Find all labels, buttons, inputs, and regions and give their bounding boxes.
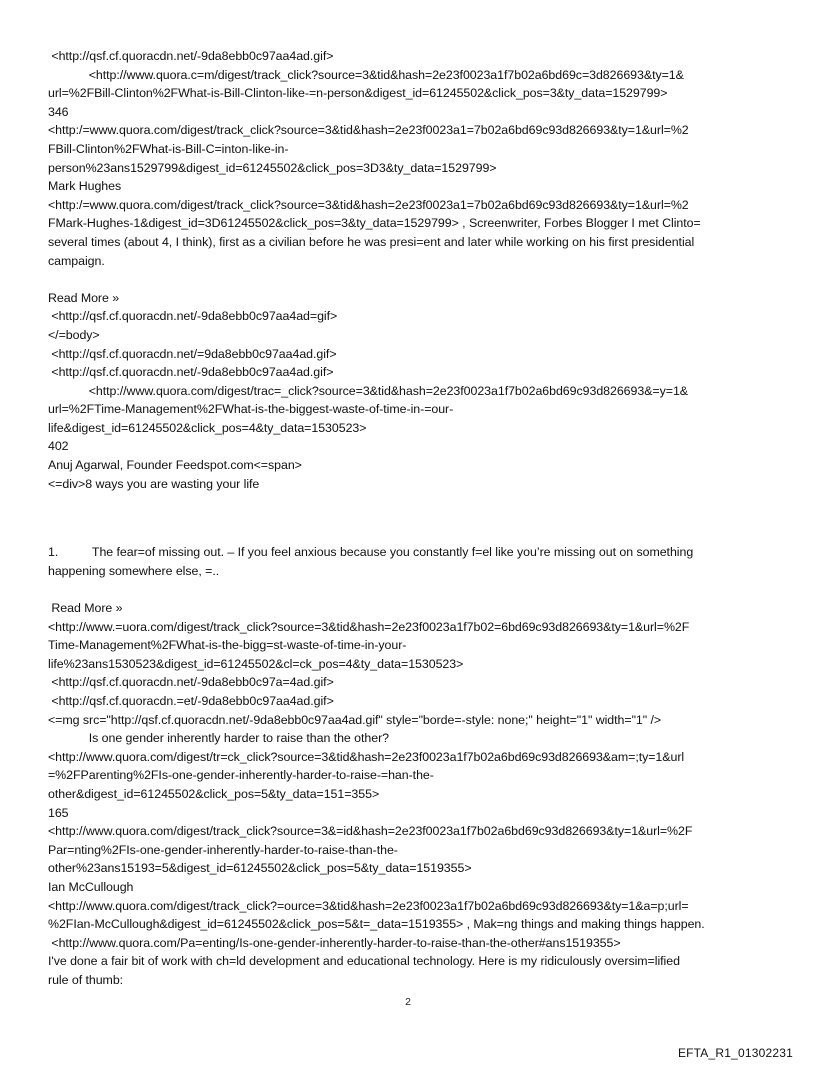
- text-line: url=%2FBill-Clinton%2FWhat-is-Bill-Clinton-like-=n-person&digest_id=61245502&click_pos=3&ty_data=1529799>: [48, 86, 668, 101]
- text-line: <http:/=www.quora.com/digest/track_click?source=3&tid&hash=2e23f0023a1=7b02a6bd69c93d826693&ty=1&url=%2: [48, 197, 689, 212]
- text-line: other%23ans15193=5&digest_id=61245502&click_pos=5&ty_data=1519355>: [48, 861, 472, 876]
- text-line: <http://qsf.cf.quoracdn.net/=9da8ebb0c97aa4ad.gif>: [48, 346, 337, 361]
- text-line: <http://qsf.cf.quoracdn.net/-9da8ebb0c97aa4ad.gif>: [48, 365, 334, 380]
- text-line: <http://qsf.cf.quoracdn.net/-9da8ebb0c97a=4ad.gif>: [48, 675, 334, 690]
- block-list-item-1: [48, 543, 778, 580]
- text-line: Is one gender inherently harder to raise than the other?: [48, 731, 389, 746]
- text-line: <=mg src="http://qsf.cf.quoracdn.net/-9da8ebb0c97aa4ad.gif" style="borde=-style: none;" height="1" width="1" />: [48, 712, 662, 727]
- text-line: happening somewhere else, =..: [48, 563, 220, 578]
- text-line: Read More »: [48, 601, 123, 616]
- text-line: <http://qsf.cf.quoracdn.=et/-9da8ebb0c97aa4ad.gif>: [48, 694, 334, 708]
- text-line: url=%2FTime-Management%2FWhat-is-the-biggest-waste-of-time-in-=our-: [48, 402, 454, 417]
- text-line: campaign.: [48, 253, 105, 268]
- text-line: Par=nting%2FIs-one-gender-inherently-harder-to-raise-than-the-: [48, 842, 398, 857]
- text-line: I've done a fair bit of work with ch=ld development and educational technology. Here is my ridiculously oversim=lified: [48, 954, 680, 969]
- text-line: 346: [48, 104, 69, 119]
- text-line: rule of thumb:: [48, 972, 124, 987]
- text-line: </=body>: [48, 327, 100, 342]
- block-time-management: [48, 289, 778, 494]
- text-line: <http://www.quora.com/digest/track_click?source=3&=id&hash=2e23f0023a1f7b02a6bd69c93d826693&ty=1&url=%2F: [48, 824, 693, 839]
- text-line: <http://qsf.cf.quoracdn.net/-9da8ebb0c97aa4ad=gif>: [48, 309, 338, 324]
- text-line: <http://www.=uora.com/digest/track_click?source=3&tid&hash=2e23f0023a1f7b02=6bd69c93d826693&ty=1&url=%2F: [48, 619, 690, 634]
- block-bill-clinton: [48, 47, 778, 270]
- text-line: <=div>8 ways you are wasting your life: [48, 476, 260, 491]
- text-line: <http://qsf.cf.quoracdn.net/-9da8ebb0c97aa4ad.gif>: [48, 49, 334, 63]
- text-line: Read More »: [48, 290, 120, 305]
- text-line: <http:/=www.quora.com/digest/track_click?source=3&tid&hash=2e23f0023a1=7b02a6bd69c93d826693&ty=1&url=%2: [48, 123, 689, 138]
- text-line: several times (about 4, I think), first as a civilian before he was presi=ent and later while working on his first presidential: [48, 234, 695, 249]
- text-line: Mark Hughes: [48, 179, 122, 194]
- text-line: Anuj Agarwal, Founder Feedspot.com<=span>: [48, 458, 302, 473]
- document-id: EFTA_R1_01302231: [677, 1046, 793, 1060]
- text-line: person%23ans1529799&digest_id=61245502&click_pos=3D3&ty_data=1529799>: [48, 160, 497, 175]
- text-line: other&digest_id=61245502&click_pos=5&ty_data=151=355>: [48, 786, 380, 801]
- text-line: 1. The fear=of missing out. – If you feel anxious because you constantly f=el like you’re missing out on something: [48, 545, 694, 560]
- text-line: %2FIan-McCullough&digest_id=61245502&click_pos=5&t=_data=1519355> , Mak=ng things and making things happen.: [48, 917, 705, 932]
- text-line: =%2FParenting%2FIs-one-gender-inherently-harder-to-raise-=han-the-: [48, 768, 434, 783]
- text-line: <http://www.quora.com/digest/trac=_click?source=3&tid&hash=2e23f0023a1f7b02a6bd69c93d826693&=y=1&: [48, 383, 688, 398]
- text-line: <http://www.quora.c=m/digest/track_click?source=3&tid&hash=2e23f0023a1f7b02a6bd69c=3d826693&ty=1&: [48, 67, 684, 82]
- text-line: 165: [48, 805, 69, 820]
- text-line: Ian McCullough: [48, 879, 134, 894]
- paragraph-gap: [48, 270, 778, 289]
- paragraph-gap: [48, 493, 778, 543]
- paragraph-gap: [48, 580, 778, 599]
- block-parenting: [48, 599, 778, 989]
- text-line: <http://www.quora.com/digest/track_click?=ource=3&tid&hash=2e23f0023a1f7b02a6bd69c93d826693&ty=1&a=p;url=: [48, 898, 689, 913]
- text-line: <http://www.quora.com/digest/tr=ck_click?source=3&tid&hash=2e23f0023a1f7b02a6bd69c93d826693&am=;ty=1&url: [48, 749, 685, 764]
- page-number: 2: [405, 996, 411, 1008]
- text-line: FBill-Clinton%2FWhat-is-Bill-C=inton-like-in-: [48, 141, 289, 156]
- text-line: <http://www.quora.com/Pa=enting/Is-one-gender-inherently-harder-to-raise-than-the-other#ans1519355>: [48, 935, 621, 950]
- text-line: 402: [48, 439, 69, 454]
- text-line: life%23ans1530523&digest_id=61245502&cl=ck_pos=4&ty_data=1530523>: [48, 656, 464, 671]
- text-line: FMark-Hughes-1&digest_id=3D61245502&click_pos=3&ty_data=1529799> , Screenwriter, Forbes Blogger I met Clinto=: [48, 216, 701, 231]
- text-line: Time-Management%2FWhat-is-the-bigg=st-waste-of-time-in-your-: [48, 638, 407, 653]
- email-body-text: [48, 47, 778, 990]
- text-line: life&digest_id=61245502&click_pos=4&ty_data=1530523>: [48, 420, 367, 435]
